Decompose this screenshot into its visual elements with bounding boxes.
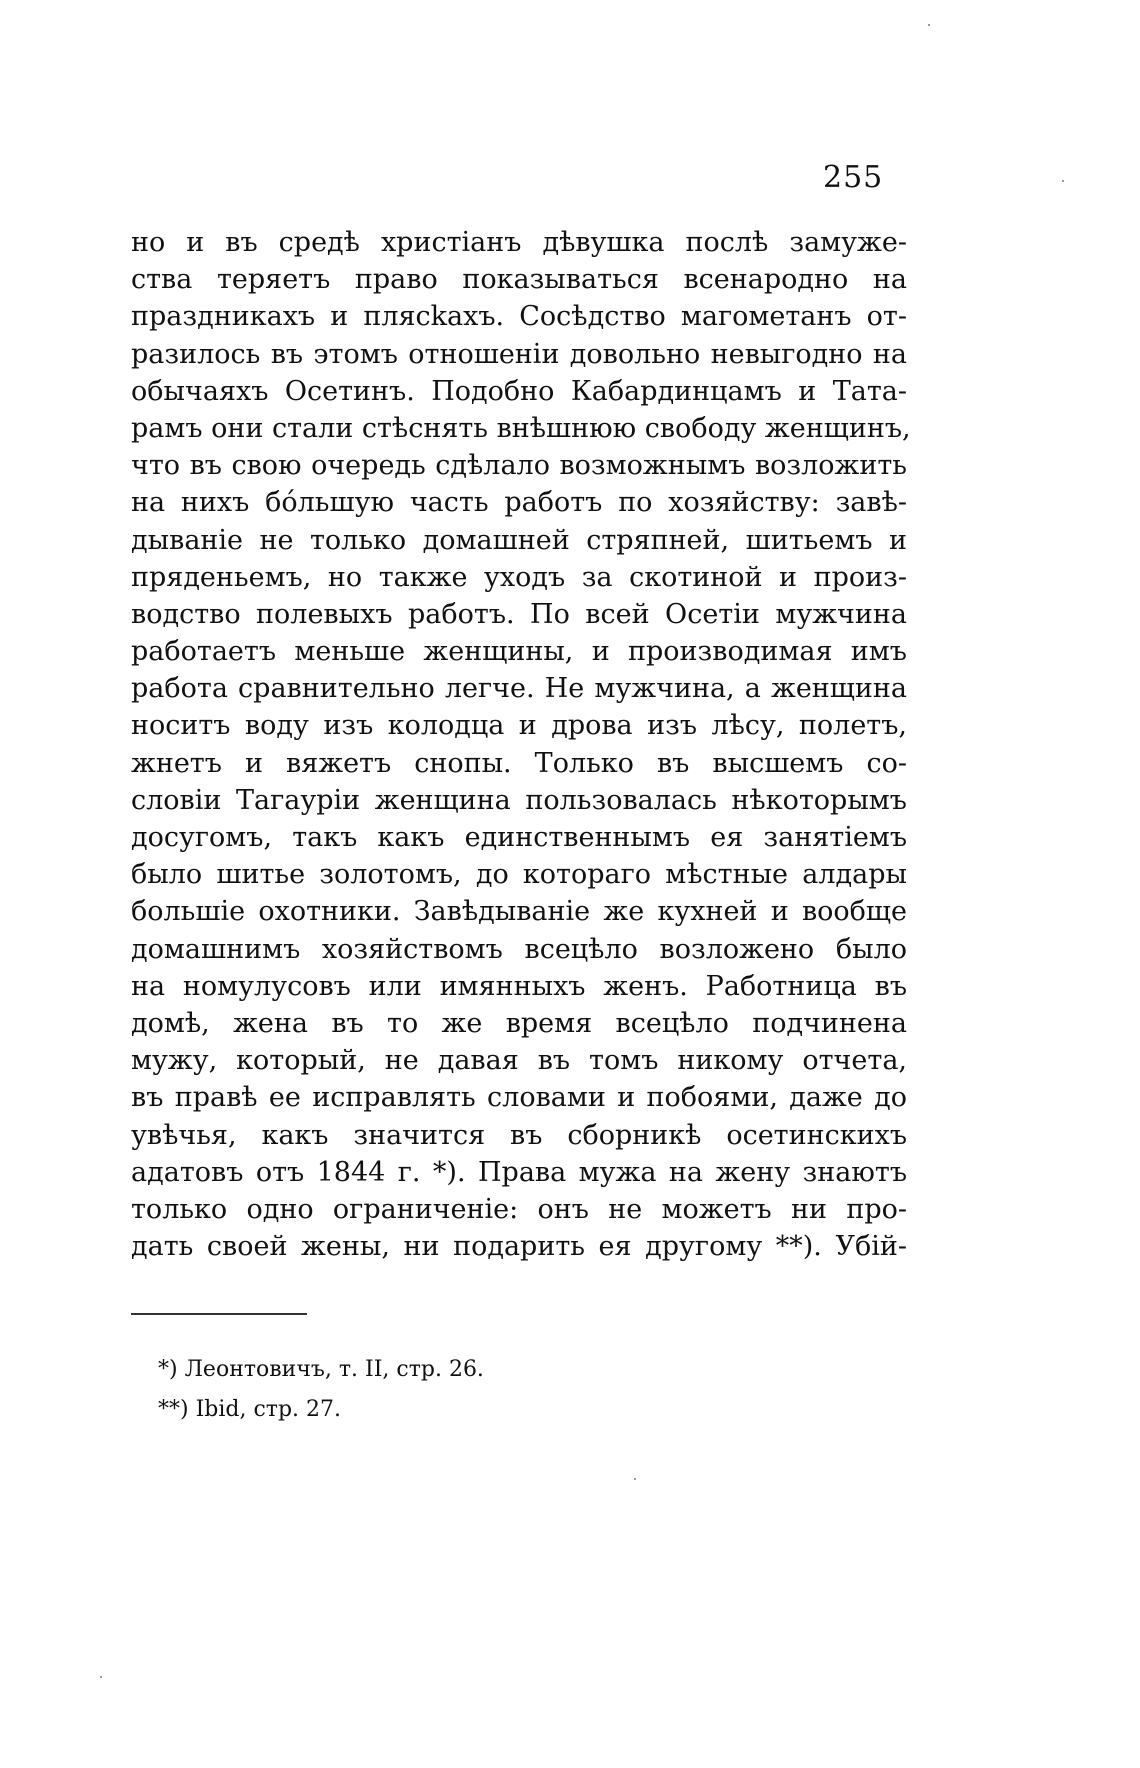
- text-line: адатовъ отъ 1844 г. *). Права мужа на жену знаютъ: [131, 1156, 907, 1188]
- footnote: *) Леонтовичъ, т. II, стр. 26.: [158, 1357, 484, 1382]
- text-line: досугомъ, такъ какъ единственнымъ ея занятіемъ: [131, 822, 907, 853]
- text-line: что въ свою очередь сдѣлало возможнымъ возложить: [131, 450, 907, 482]
- text-line: водство полевыхъ работъ. По всей Осетіи мужчина: [131, 598, 907, 630]
- text-line: работаетъ меньше женщины, и производимая имъ: [131, 636, 907, 668]
- text-line: разилось въ этомъ отношеніи довольно невыгодно на: [131, 338, 907, 370]
- page-number: 255: [823, 160, 884, 195]
- text-line: было шитье золотомъ, до котораго мѣстные алдары: [131, 859, 907, 891]
- paper-speck: [928, 24, 930, 26]
- text-line: мужу, который, не давая въ томъ никому отчета,: [131, 1045, 907, 1077]
- text-line: обычаяхъ Осетинъ. Подобно Кабардинцамъ и Тата-: [131, 375, 907, 407]
- text-line: носитъ воду изъ колодца и дрова изъ лѣсу, полетъ,: [131, 710, 907, 742]
- text-line: дать своей жены, ни подарить ея другому **). Убій-: [131, 1231, 907, 1263]
- footnote-rule-solid: [177, 1313, 277, 1315]
- paper-speck: [634, 1478, 636, 1480]
- text-line: работа сравнительно легче. Не мужчина, а женщина: [131, 673, 907, 705]
- text-line: домѣ, жена въ то же время всецѣло подчинена: [131, 1007, 907, 1039]
- text-line: словіи Тагауріи женщина пользовалась нѣкоторымъ: [131, 784, 907, 816]
- text-line: рамъ они стали стѣснять внѣшнюю свободу женщинъ,: [131, 412, 911, 444]
- text-line: но и въ средѣ христіанъ дѣвушка послѣ замуже-: [131, 227, 907, 258]
- text-line: праздникахъ и плясkахъ. Сосѣдство магометанъ от-: [131, 301, 907, 333]
- text-line: жнетъ и вяжетъ снопы. Только въ высшемъ со-: [131, 747, 907, 779]
- text-line: большіе охотники. Завѣдываніе же кухней и вообще: [131, 896, 907, 928]
- text-line: только одно ограниченіе: онъ не можетъ ни про-: [131, 1193, 907, 1225]
- footnote-rule: [131, 1313, 307, 1315]
- footnotes: [158, 1350, 758, 1430]
- body-text: [131, 224, 911, 1265]
- footnote: **) Ibid, стр. 27.: [158, 1397, 342, 1422]
- text-line: увѣчья, какъ значится въ сборникѣ осетинскихъ: [131, 1119, 907, 1151]
- text-line: на нихъ бóльшую часть работъ по хозяйству: завѣ-: [131, 487, 907, 519]
- text-line: пряденьемъ, но также уходъ за скотиной и произ-: [131, 561, 907, 593]
- paper-speck: [100, 1676, 102, 1678]
- paper-speck: [1062, 180, 1064, 182]
- text-line: ства теряетъ право показываться всенародно на: [131, 264, 907, 296]
- text-line: дываніе не только домашней стряпней, шитьемъ и: [131, 524, 907, 556]
- text-line: въ правѣ ее исправлять словами и побоями, даже до: [131, 1082, 907, 1114]
- text-line: на номулусовъ или имянныхъ женъ. Работница въ: [131, 970, 907, 1002]
- text-line: домашнимъ хозяйствомъ всецѣло возложено было: [131, 933, 907, 965]
